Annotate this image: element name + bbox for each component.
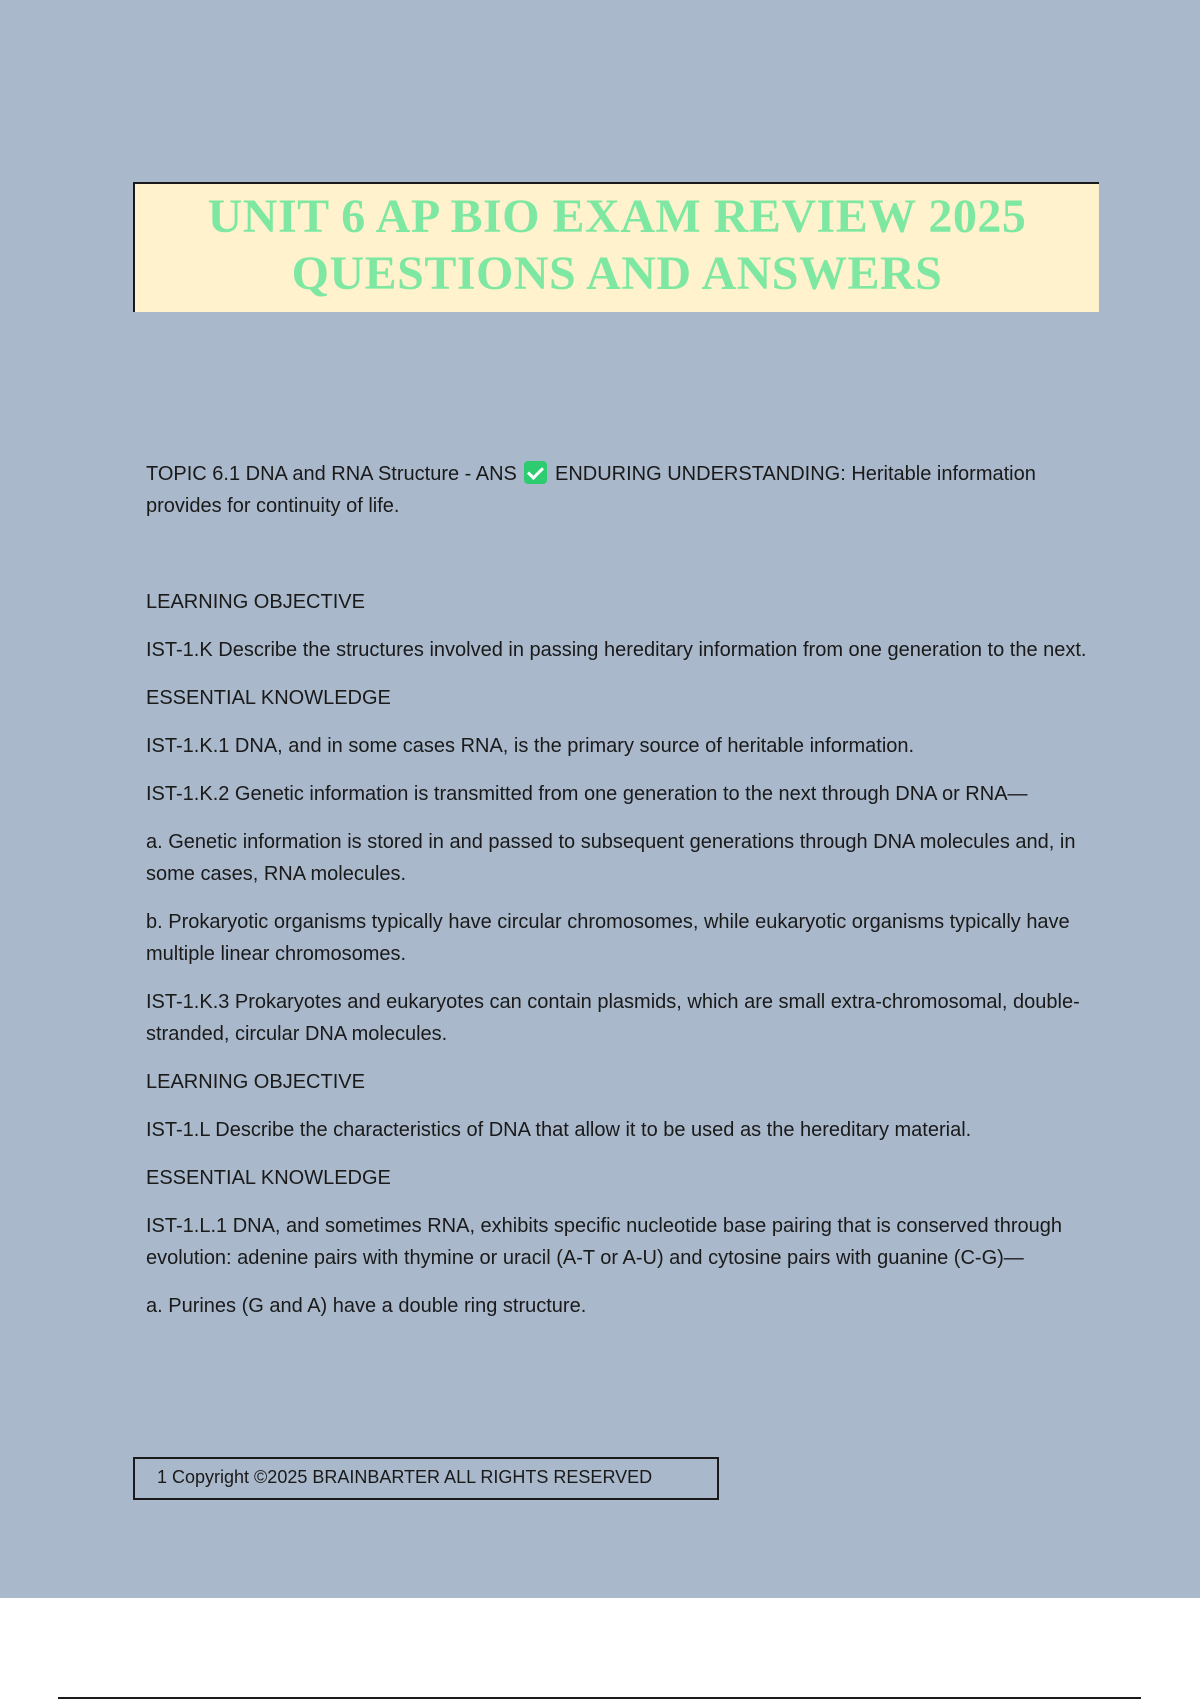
knowledge-ist-1k2-b: b. Prokaryotic organisms typically have circular chromosomes, while eukaryotic organisms typically have multiple linear chromosomes. bbox=[146, 911, 1070, 965]
knowledge-ist-1k3: IST-1.K.3 Prokaryotes and eukaryotes can contain plasmids, which are small extra-chromosomal, double-stranded, circular DNA molecules. bbox=[146, 991, 1080, 1045]
knowledge-ist-1k2-a: a. Genetic information is stored in and passed to subsequent generations through DNA molecules and, in some cases, RNA molecules. bbox=[146, 831, 1076, 885]
title-line-2: QUESTIONS AND ANSWERS bbox=[291, 247, 943, 300]
knowledge-ist-1k1: IST-1.K.1 DNA, and in some cases RNA, is the primary source of heritable information. bbox=[146, 735, 915, 757]
essential-knowledge-heading: ESSENTIAL KNOWLEDGE bbox=[146, 1167, 391, 1189]
learning-objective-heading: LEARNING OBJECTIVE bbox=[146, 591, 365, 613]
topic-lead: TOPIC 6.1 DNA and RNA Structure - ANS bbox=[146, 463, 517, 485]
page-divider bbox=[58, 1697, 1141, 1699]
topic-rest: ENDURING UNDERSTANDING: Heritable information provides for continuity of life. bbox=[146, 463, 1036, 517]
knowledge-ist-1l1: IST-1.L.1 DNA, and sometimes RNA, exhibits specific nucleotide base pairing that is conserved through evolution: adenine pairs with thymine or uracil (A-T or A-U) and cytosine pairs with guanine (C-G)— bbox=[146, 1215, 1063, 1269]
topic-paragraph bbox=[146, 458, 1101, 522]
check-icon bbox=[524, 461, 547, 484]
knowledge-ist-1k2: IST-1.K.2 Genetic information is transmitted from one generation to the next through DNA or RNA— bbox=[146, 783, 1028, 805]
document-body bbox=[146, 458, 1101, 1338]
objective-ist-1l: IST-1.L Describe the characteristics of DNA that allow it to be used as the hereditary material. bbox=[146, 1119, 972, 1141]
title-box bbox=[133, 182, 1099, 312]
objective-ist-1k: IST-1.K Describe the structures involved in passing hereditary information from one generation to the next. bbox=[146, 639, 1087, 661]
learning-objective-heading: LEARNING OBJECTIVE bbox=[146, 1071, 365, 1093]
copyright-footer: 1 Copyright ©2025 BRAINBARTER ALL RIGHTS RESERVED bbox=[133, 1457, 719, 1500]
knowledge-ist-1l1-a: a. Purines (G and A) have a double ring structure. bbox=[146, 1295, 587, 1317]
title-line-1: UNIT 6 AP BIO EXAM REVIEW 2025 bbox=[207, 190, 1027, 243]
essential-knowledge-heading: ESSENTIAL KNOWLEDGE bbox=[146, 687, 391, 709]
